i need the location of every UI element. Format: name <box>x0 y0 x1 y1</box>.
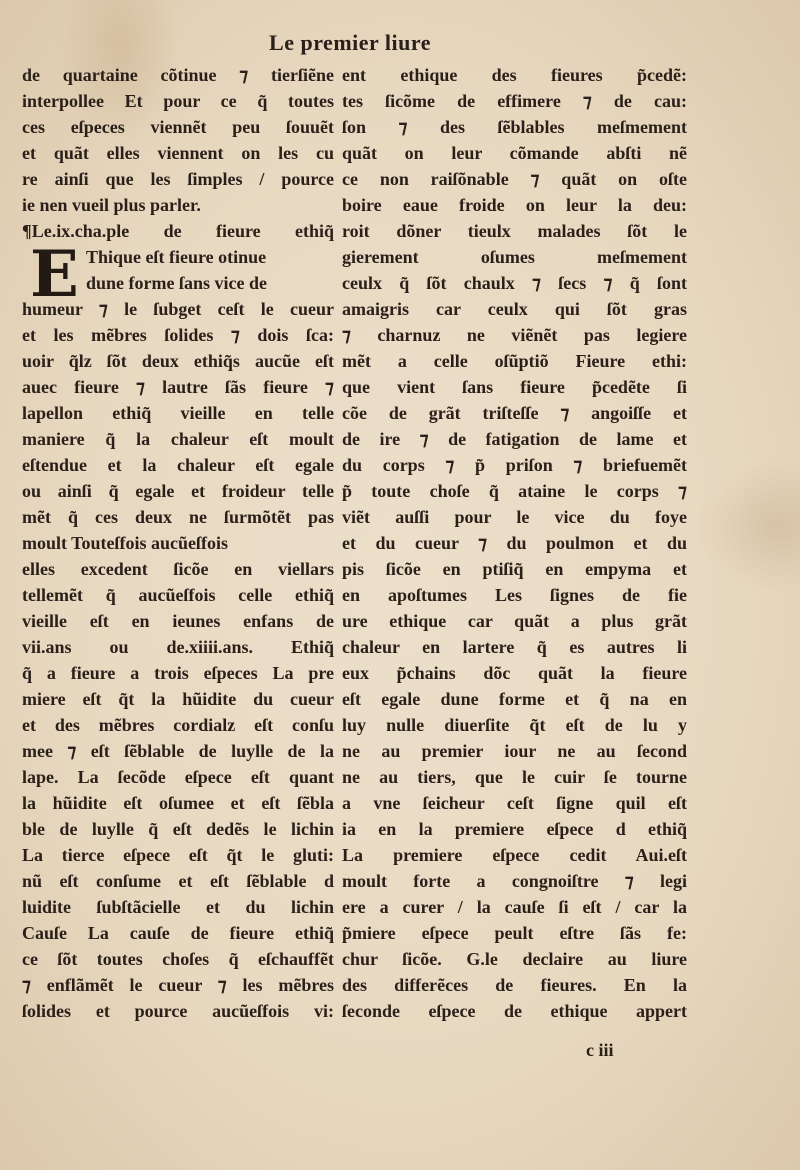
text-line: tes ſicõme de effimere ⁊ de cau: <box>342 91 687 111</box>
text-line: ble de luylle q̃ eſt dedẽs le lichin <box>22 819 334 839</box>
text-line: roit dõner tieulx malades ſõt le <box>342 221 687 241</box>
text-line: ⁊ charnuz ne viẽnẽt pas legiere <box>342 325 687 345</box>
text-line: eſt egale dune forme et q̃ na en <box>342 689 687 709</box>
text-line: ne au premier iour ne au ſecond <box>342 741 687 761</box>
text-line: moult Touteſfois aucũeſfois <box>22 533 229 553</box>
text-line: mee ⁊ eſt ſẽblable de luylle de la <box>22 741 334 761</box>
text-line: ¶Le.ix.cha.ple de fieure ethiq̃ <box>22 221 334 241</box>
text-line: viẽt auſſi pour le vice du foye <box>342 507 687 527</box>
text-line: maniere q̃ la chaleur eſt moult <box>22 429 334 449</box>
text-line: auec fieure ⁊ lautre ſãs fieure ⁊ <box>22 377 334 397</box>
text-line: que vient ſans fieure p̃cedẽte ſi <box>342 377 687 397</box>
text-line: eux p̃chains dõc quãt la fieure <box>342 663 687 683</box>
text-line: Cauſe La cauſe de fieure ethiq̃ <box>22 923 334 943</box>
text-line: ceulx q̃ ſõt chaulx ⁊ ſecs ⁊ q̃ ſont <box>342 273 687 293</box>
text-line: de ire ⁊ de fatigation de lame et <box>342 429 687 449</box>
text-line: ce ſõt toutes choſes q̃ eſchauffẽt <box>22 949 334 969</box>
text-line: eſtendue et la chaleur eſt egale <box>22 455 334 475</box>
text-line: vieille eſt en ieunes enfans de <box>22 611 334 631</box>
text-line: ſon ⁊ des ſẽblables meſmement <box>342 117 687 137</box>
text-line: a vne ſeicheur ceſt ſigne quil eſt <box>342 793 687 813</box>
text-line: ie nen vueil plus parler. <box>22 195 201 215</box>
text-line: la hũidite eſt oſumee et eſt ſẽbla <box>22 793 334 813</box>
text-line: Thique eſt fieure otinue <box>86 247 267 267</box>
text-line: amaigris car ceulx qui ſõt gras <box>342 299 687 319</box>
text-line: ces eſpeces viennẽt peu ſouuẽt <box>22 117 334 137</box>
text-line: pis ſicõe en ptiſiq̃ en empyma et <box>342 559 687 579</box>
text-line: gierement oſumes meſmement <box>342 247 687 267</box>
text-line: vii.ans ou de.xiiii.ans. Ethiq̃ <box>22 637 334 657</box>
text-line: du corps ⁊ p̃ priſon ⁊ briefuemẽt <box>342 455 687 475</box>
text-line: ere a curer / la cauſe ſi eſt / car la <box>342 897 687 917</box>
signature-mark: c iii <box>586 1040 614 1060</box>
drop-cap-initial: E <box>30 237 79 312</box>
text-line: La tierce eſpece eſt q̃t le gluti: <box>22 845 334 865</box>
text-line: dune forme ſans vice de <box>86 273 267 293</box>
right-text-column <box>342 62 687 1024</box>
text-line: interpollee Et pour ce q̃ toutes <box>22 91 334 111</box>
text-line: luy nulle diuerſite q̃t eſt de lu y <box>342 715 687 735</box>
text-line: ure ethique car quãt a plus grãt <box>342 611 687 631</box>
text-line: La premiere eſpece cedit Aui.eſt <box>342 845 687 865</box>
text-line: lapellon ethiq̃ vieille en telle <box>22 403 334 423</box>
text-line: re ainſi que les ſimples / pource <box>22 169 334 189</box>
text-line: et des mẽbres cordialz eſt conſu <box>22 715 334 735</box>
text-line: p̃miere eſpece peult eſtre ſãs fe: <box>342 923 687 943</box>
text-line: luidite ſubſtãcielle et du lichin <box>22 897 334 917</box>
text-line: ſeconde eſpece de ethique appert <box>342 1001 687 1021</box>
text-line: humeur ⁊ le ſubget ceſt le cueur <box>22 299 334 319</box>
text-line: q̃ a fieure a trois eſpeces La pre <box>22 663 334 683</box>
text-line: et les mẽbres ſolides ⁊ dois ſca: <box>22 325 334 345</box>
text-line: moult forte a congnoiſtre ⁊ legi <box>342 871 687 891</box>
text-line: ne au tiers, que le cuir ſe tourne <box>342 767 687 787</box>
text-line: mẽt a celle oſũptiõ Fieure ethi: <box>342 351 687 371</box>
text-line: de quartaine cõtinue ⁊ tierſiẽne <box>22 65 334 85</box>
text-line: lape. La ſecõde eſpece eſt quant <box>22 767 334 787</box>
text-line: quãt on leur cõmande abſti nẽ <box>342 143 687 163</box>
text-line: uoir q̃lz ſõt deux ethiq̃s aucũe eſt <box>22 351 334 371</box>
text-line: nũ eſt conſume et eſt ſẽblable d <box>22 871 334 891</box>
text-line: boire eaue froide on leur la deu: <box>342 195 687 215</box>
text-line: chur ſicõe. G.le declaire au liure <box>342 949 687 969</box>
text-line: elles excedent ſicõe en viellars <box>22 559 334 579</box>
text-line: ce non raiſõnable ⁊ quãt on oſte <box>342 169 687 189</box>
text-line: tellemẽt q̃ aucũeſfois celle ethiq̃ <box>22 585 334 605</box>
text-line: miere eſt q̃t la hũidite du cueur <box>22 689 334 709</box>
text-line: ⁊ enflãmẽt le cueur ⁊ les mẽbres <box>22 975 334 995</box>
text-line: chaleur en lartere q̃ es autres li <box>342 637 687 657</box>
text-line: ia en la premiere eſpece d ethiq̃ <box>342 819 687 839</box>
text-line: et du cueur ⁊ du poulmon et du <box>342 533 687 553</box>
text-line: ſolides et pource aucũeſfois vi: <box>22 1001 334 1021</box>
text-line: en apoſtumes Les ſignes de fie <box>342 585 687 605</box>
text-line: p̃ toute choſe q̃ ataine le corps ⁊ <box>342 481 687 501</box>
text-line: mẽt q̃ ces deux ne ſurmõtẽt pas <box>22 507 334 527</box>
left-text-column <box>22 62 334 1024</box>
text-line: des differẽces de fieures. En la <box>342 975 687 995</box>
text-line: et quãt elles viennent on les cu <box>22 143 334 163</box>
running-head: Le premier liure <box>269 30 431 55</box>
text-line: cõe de grãt triſteſſe ⁊ angoiſſe et <box>342 403 687 423</box>
text-line: ou ainſi q̃ egale et froideur telle <box>22 481 334 501</box>
text-line: ent ethique des fieures p̃cedẽ: <box>342 65 687 85</box>
